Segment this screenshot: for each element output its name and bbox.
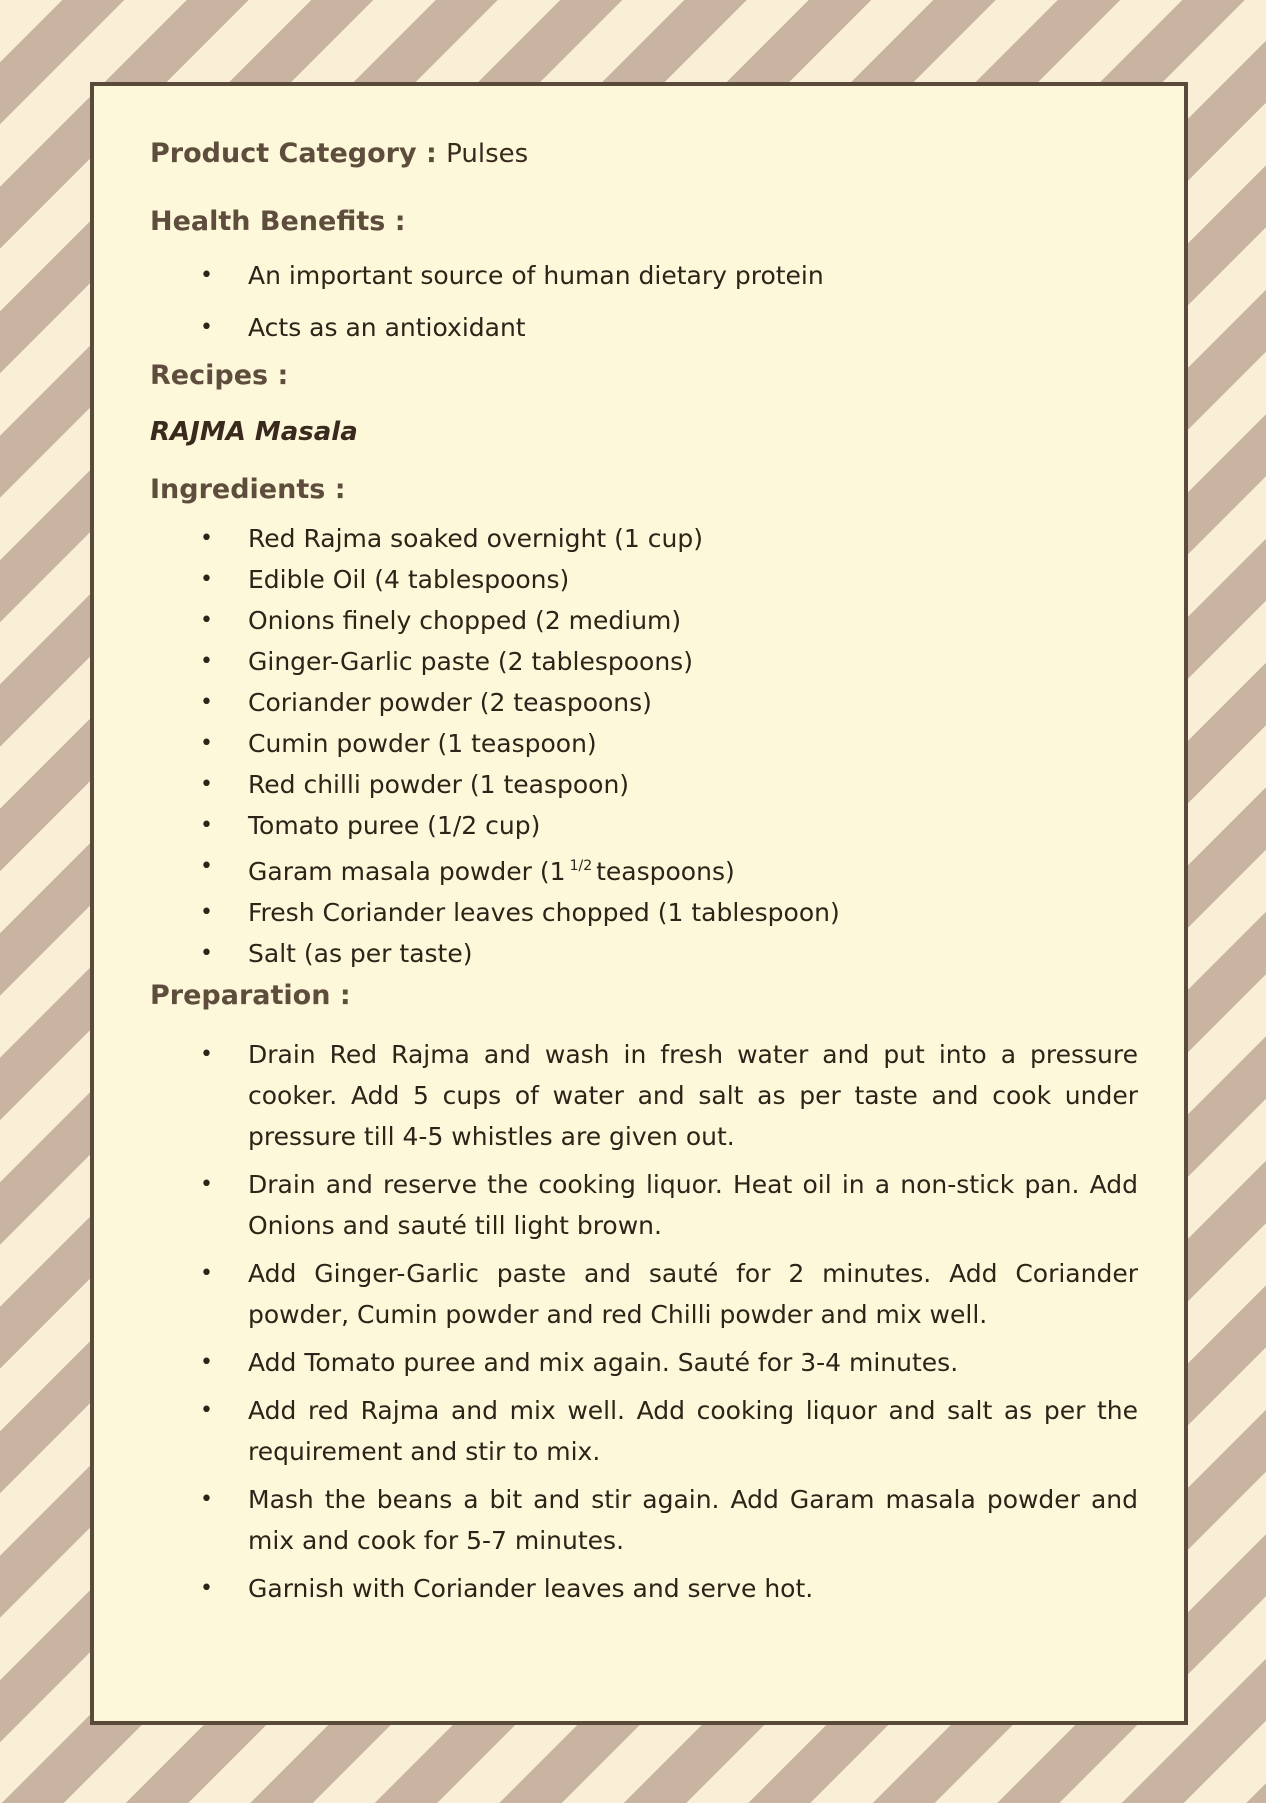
ingredients-heading: Ingredients : <box>150 474 346 505</box>
ingredient-text: Garam masala powder (1 <box>248 857 566 886</box>
benefit-text: An important source of human dietary protein <box>248 261 824 290</box>
bullet-icon: • <box>200 567 213 592</box>
recipe-content <box>150 136 1150 1616</box>
bullet-icon: • <box>200 941 213 966</box>
recipes-heading: Recipes : <box>150 360 289 391</box>
list-item <box>150 805 1150 846</box>
list-item <box>150 892 1150 933</box>
step-text: Add Tomato puree and mix again. Sauté for 3-4 minutes. <box>248 1348 959 1377</box>
list-item <box>150 1164 1138 1246</box>
ingredient-text: Red chilli powder (1 teaspoon) <box>248 770 630 799</box>
ingredient-text: Onions finely chopped (2 medium) <box>248 606 682 635</box>
bullet-icon: • <box>200 1042 213 1067</box>
list-item <box>150 1342 1138 1383</box>
ingredient-text: Fresh Coriander leaves chopped (1 tablespoon) <box>248 898 840 927</box>
bullet-icon: • <box>200 1172 213 1197</box>
bullet-icon: • <box>200 608 213 633</box>
bullet-icon: • <box>200 315 213 340</box>
bullet-icon: • <box>200 690 213 715</box>
preparation-heading: Preparation : <box>150 980 351 1011</box>
health-benefits-list <box>150 250 1150 354</box>
list-item <box>150 250 1150 302</box>
step-text: Add Ginger-Garlic paste and sauté for 2 minutes. Add Coriander powder, Cumin powder and red Chilli powder and mix well. <box>248 1259 1138 1329</box>
bullet-icon: • <box>200 263 213 288</box>
list-item <box>150 1034 1138 1157</box>
list-item <box>150 1568 1138 1609</box>
product-category-label: Product Category : <box>150 138 437 169</box>
step-text: Mash the beans a bit and stir again. Add Garam masala powder and mix and cook for 5-7 minutes. <box>248 1485 1138 1555</box>
ingredient-text: Red Rajma soaked overnight (1 cup) <box>248 524 703 553</box>
benefit-text: Acts as an antioxidant <box>248 313 526 342</box>
bullet-icon: • <box>200 772 213 797</box>
bullet-icon: • <box>200 731 213 756</box>
step-text: Drain and reserve the cooking liquor. Heat oil in a non-stick pan. Add Onions and sauté till light brown. <box>248 1170 1138 1240</box>
preparation-list <box>150 1034 1150 1609</box>
bullet-icon: • <box>200 1487 213 1512</box>
product-category <box>150 136 1150 194</box>
list-item <box>150 682 1150 723</box>
recipe-card <box>90 82 1188 1725</box>
ingredient-text: Ginger-Garlic paste (2 tablespoons) <box>248 647 693 676</box>
bullet-icon: • <box>200 1576 213 1601</box>
list-item <box>150 1479 1138 1561</box>
bullet-icon: • <box>200 526 213 551</box>
list-item <box>150 559 1150 600</box>
ingredients-list <box>150 518 1150 974</box>
list-item <box>150 600 1150 641</box>
ingredient-text: Edible Oil (4 tablespoons) <box>248 565 570 594</box>
bullet-icon: • <box>200 813 213 838</box>
list-item <box>150 302 1150 354</box>
bullet-icon: • <box>200 1261 213 1286</box>
ingredient-text-tail: teaspoons) <box>596 857 735 886</box>
step-text: Garnish with Coriander leaves and serve hot. <box>248 1574 814 1603</box>
bullet-icon: • <box>200 649 213 674</box>
bullet-icon: • <box>200 900 213 925</box>
list-item <box>150 764 1150 805</box>
step-text: Drain Red Rajma and wash in fresh water and put into a pressure cooker. Add 5 cups of water and salt as per taste and cook under pressure till 4-5 whistles are given out. <box>248 1040 1138 1151</box>
list-item <box>150 518 1150 559</box>
recipe-title: RAJMA Masala <box>150 417 358 447</box>
ingredient-text: Coriander powder (2 teaspoons) <box>248 688 652 717</box>
bullet-icon: • <box>200 854 213 879</box>
list-item <box>150 933 1150 974</box>
product-category-value: Pulses <box>446 139 529 169</box>
health-benefits-heading: Health Benefits : <box>150 206 406 237</box>
bullet-icon: • <box>200 1398 213 1423</box>
ingredient-text: Cumin powder (1 teaspoon) <box>248 729 597 758</box>
fraction-superscript: 1/2 <box>569 858 593 874</box>
step-text: Add red Rajma and mix well. Add cooking liquor and salt as per the requirement and stir to mix. <box>248 1396 1138 1466</box>
list-item <box>150 641 1150 682</box>
list-item <box>150 723 1150 764</box>
ingredient-text: Tomato puree (1/2 cup) <box>248 811 541 840</box>
bullet-icon: • <box>200 1350 213 1375</box>
list-item <box>150 1390 1138 1472</box>
list-item <box>150 846 1150 892</box>
list-item <box>150 1253 1138 1335</box>
ingredient-text: Salt (as per taste) <box>248 939 473 968</box>
